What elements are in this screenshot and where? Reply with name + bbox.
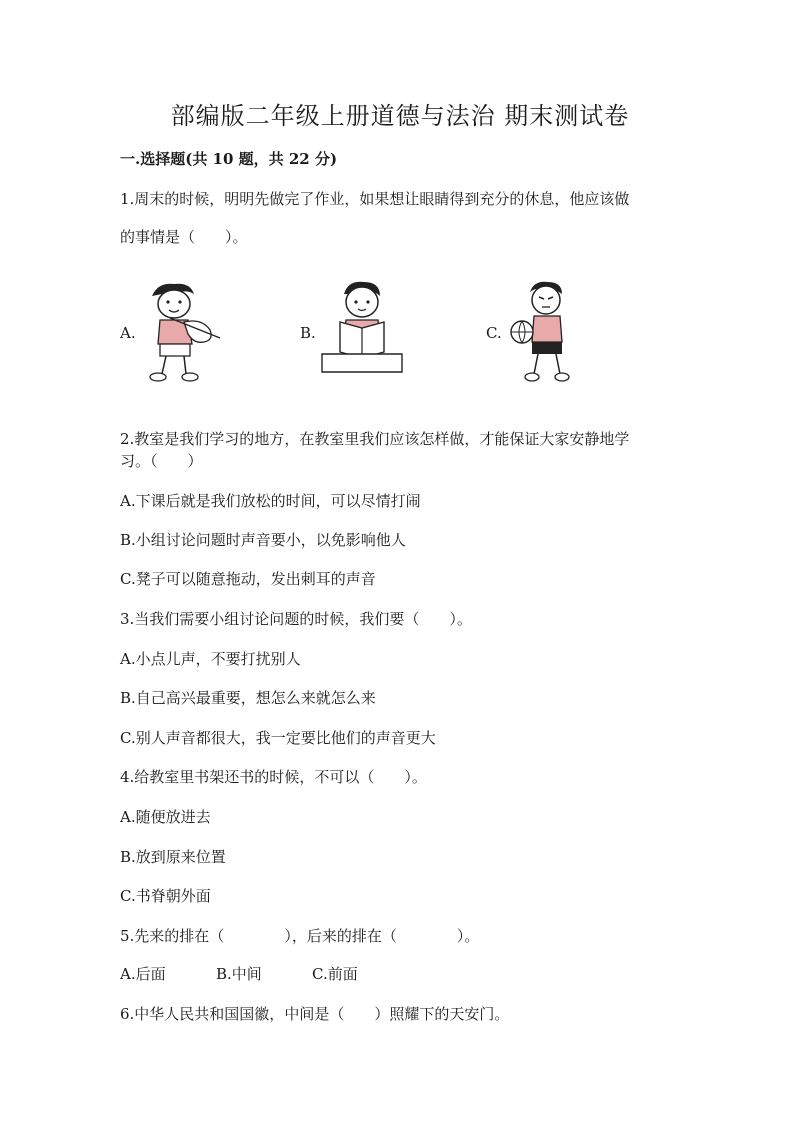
- question-3-option-a: A.小点儿声，不要打扰别人: [120, 650, 301, 668]
- question-3-text: 3.当我们需要小组讨论问题的时候，我们要（ ）。: [120, 610, 472, 628]
- question-1-line-2: 的事情是（ ）。: [120, 228, 248, 246]
- question-2-line-1: 2.教室是我们学习的地方，在教室里我们应该怎样做，才能保证大家安静地学: [120, 430, 630, 448]
- section-heading: 一.选择题(共 10 题，共 22 分): [120, 150, 338, 168]
- question-6-text: 6.中华人民共和国国徽，中间是（ ）照耀下的天安门。: [120, 1005, 510, 1023]
- question-5-option-c: C.前面: [312, 965, 358, 983]
- boy-violin-picture: [140, 278, 226, 386]
- question-1-line-1: 1.周末的时候，明明先做完了作业，如果想让眼睛得到充分的休息，他应该做: [120, 190, 630, 208]
- boy-reading-picture: [318, 278, 406, 378]
- question-1-option-c-label: C.: [486, 324, 502, 342]
- question-2-line-2: 习。（ ）: [120, 452, 203, 470]
- question-3-option-c: C.别人声音都很大，我一定要比他们的声音更大: [120, 729, 436, 747]
- question-4-option-b: B.放到原来位置: [120, 848, 226, 866]
- question-4-option-c: C.书脊朝外面: [120, 887, 211, 905]
- question-5-option-b: B.中间: [216, 965, 262, 983]
- question-5-option-a: A.后面: [120, 965, 166, 983]
- question-2-option-c: C.凳子可以随意拖动，发出刺耳的声音: [120, 570, 376, 588]
- question-5-text: 5.先来的排在（ ），后来的排在（ ）。: [120, 927, 480, 945]
- page-title: 部编版二年级上册道德与法治 期末测试卷: [170, 102, 630, 130]
- boy-basketball-picture: [504, 278, 584, 386]
- question-1-option-a-label: A.: [120, 324, 136, 342]
- question-5-options: [120, 963, 358, 984]
- question-4-text: 4.给教室里书架还书的时候，不可以（ ）。: [120, 768, 427, 786]
- question-4-option-a: A.随便放进去: [120, 808, 211, 826]
- question-2-option-a: A.下课后就是我们放松的时间，可以尽情打闹: [120, 492, 421, 510]
- question-2-option-b: B.小组讨论问题时声音要小，以免影响他人: [120, 531, 406, 549]
- question-3-option-b: B.自己高兴最重要，想怎么来就怎么来: [120, 689, 376, 707]
- question-1-option-b-label: B.: [300, 324, 316, 342]
